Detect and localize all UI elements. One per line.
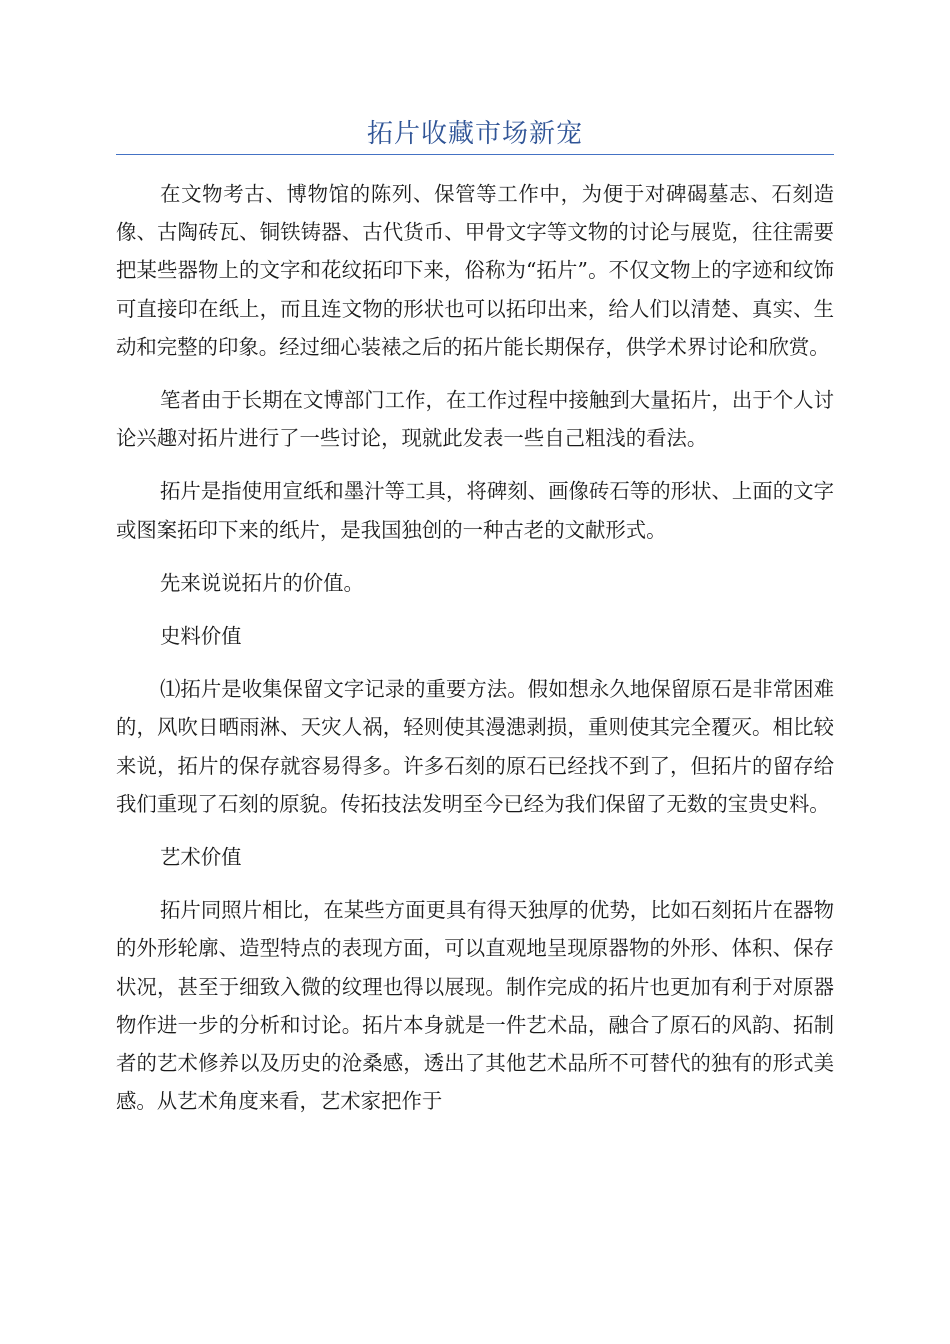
paragraph-definition: 拓片是指使用宣纸和墨汁等工具，将碑刻、画像砖石等的形状、上面的文字或图案拓印下来的纸片，是我国独创的一种古老的文献形式。 (116, 479, 834, 542)
paragraph-artistic-value: 拓片同照片相比，在某些方面更具有得天独厚的优势，比如石刻拓片在器物的外形轮廓、造型特点的表现方面，可以直观地呈现原器物的外形、体积、保存状况，甚至于细致入微的纹理也得以展现。制作完成的拓片也更加有利于对原器物作进一步的分析和讨论。拓片本身就是一件艺术品，融合了原石的风韵、拓制者的艺术修养以及历史的沧桑感，透出了其他艺术品所不可替代的独有的形式美感。从艺术角度来看，艺术家把作于 (116, 898, 834, 1114)
paragraph-intro: 在文物考古、博物馆的陈列、保管等工作中，为便于对碑碣墓志、石刻造像、古陶砖瓦、铜铁铸器、古代货币、甲骨文字等文物的讨论与展览，往往需要把某些器物上的文字和花纹拓印下来，俗称为“拓片”。不仅文物上的字迹和纹饰可直接印在纸上，而且连文物的形状也可以拓印出来，给人们以清楚、真实、生动和完整的印象。经过细心装裱之后的拓片能长期保存，供学术界讨论和欣赏。 (116, 182, 834, 359)
document-body (116, 175, 834, 1135)
title-underline (116, 154, 834, 155)
paragraph-historical-value: ⑴拓片是收集保留文字记录的重要方法。假如想永久地保留原石是非常困难的，风吹日晒雨淋、天灾人祸，轻则使其漫漶剥损，重则使其完全覆灭。相比较来说，拓片的保存就容易得多。许多石刻的原石已经找不到了，但拓片的留存给我们重现了石刻的原貌。传拓技法发明至今已经为我们保留了无数的宝贵史料。 (116, 677, 834, 816)
heading-artistic-value: 艺术价值 (160, 845, 242, 870)
paragraph-author-note: 笔者由于长期在文博部门工作，在工作过程中接触到大量拓片，出于个人讨论兴趣对拓片进行了一些讨论，现就此发表一些自己粗浅的看法。 (116, 388, 834, 451)
document-title: 拓片收藏市场新宠 (366, 119, 583, 149)
heading-historical-value: 史料价值 (160, 624, 242, 649)
paragraph-value-lead: 先来说说拓片的价值。 (160, 570, 364, 595)
